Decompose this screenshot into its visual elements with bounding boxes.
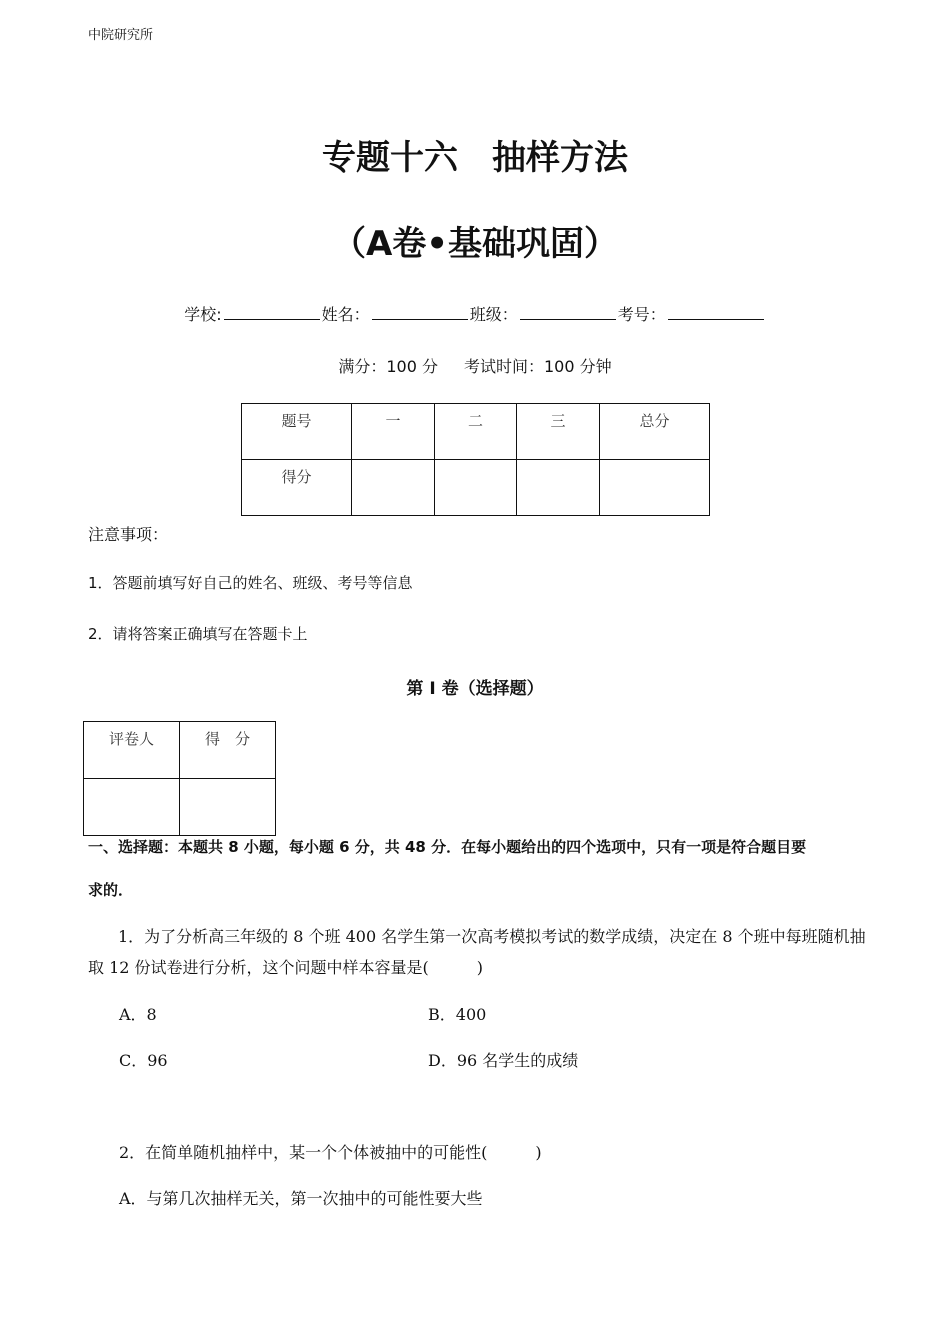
question-2-stem: 2．在简单随机抽样中，某一个个体被抽中的可能性( ) [119, 1143, 542, 1162]
score-table-header: 一 [352, 404, 435, 460]
exam-no-label: 考号： [617, 305, 666, 324]
question-1 [88, 921, 868, 983]
question-1-option-d[interactable]: D．96 名学生的成绩 [428, 1051, 579, 1070]
class-label: 班级： [469, 305, 518, 324]
part-title: 第 I 卷（选择题） [406, 679, 544, 699]
exam-time: 考试时间：100 分钟 [464, 357, 612, 376]
note-item: 1．答题前填写好自己的姓名、班级、考号等信息 [88, 574, 413, 592]
question-1-option-b[interactable]: B．400 [428, 1005, 487, 1024]
full-score: 满分：100 分 [338, 357, 438, 376]
grader-table [83, 721, 276, 836]
name-blank[interactable] [372, 305, 468, 320]
header-org: 中院研究所 [88, 28, 154, 43]
score-cell[interactable] [600, 460, 710, 516]
question-1-stem: 1．为了分析高三年级的 8 个班 400 名学生第一次高考模拟考试的数学成绩，决定在 8 个班中每班随机抽取 12 份试卷进行分析，这个问题中样本容量是( ) [88, 927, 866, 977]
score-table-header: 题号 [242, 404, 352, 460]
grader-cell[interactable] [180, 779, 276, 836]
score-table-row [242, 460, 710, 516]
question-1-option-a[interactable]: A．8 [119, 1005, 157, 1024]
grader-cell[interactable] [84, 779, 180, 836]
score-cell[interactable] [435, 460, 517, 516]
score-table-header: 三 [517, 404, 600, 460]
score-table-header: 二 [435, 404, 517, 460]
question-2-option-a[interactable]: A．与第几次抽样无关，第一次抽中的可能性要大些 [119, 1189, 483, 1208]
grader-header: 得 分 [180, 722, 276, 779]
score-cell[interactable] [517, 460, 600, 516]
exam-no-blank[interactable] [668, 305, 764, 320]
grader-table-row [84, 779, 276, 836]
question-1-option-c[interactable]: C．96 [119, 1051, 168, 1070]
grader-table-header-row [84, 722, 276, 779]
class-blank[interactable] [520, 305, 616, 320]
score-table-header-row [242, 404, 710, 460]
page-title: 专题十六 抽样方法 [322, 138, 628, 178]
section-heading: 一、选择题：本题共 8 小题，每小题 6 分，共 48 分．在每小题给出的四个选项中，只有一项是符合题目要 [88, 838, 807, 856]
score-cell[interactable] [352, 460, 435, 516]
notes-heading: 注意事项： [88, 525, 169, 544]
section-heading-cont: 求的． [88, 881, 134, 899]
score-table-header: 总分 [600, 404, 710, 460]
student-info-line [0, 302, 950, 325]
note-item: 2．请将答案正确填写在答题卡上 [88, 625, 308, 643]
grader-header: 评卷人 [84, 722, 180, 779]
page-subtitle: （A卷•基础巩固） [331, 224, 619, 264]
score-table [241, 403, 710, 516]
school-label: 学校: [184, 305, 222, 324]
school-blank[interactable] [224, 305, 320, 320]
exam-score-info [0, 354, 950, 377]
score-row-label: 得分 [242, 460, 352, 516]
name-label: 姓名： [321, 305, 370, 324]
